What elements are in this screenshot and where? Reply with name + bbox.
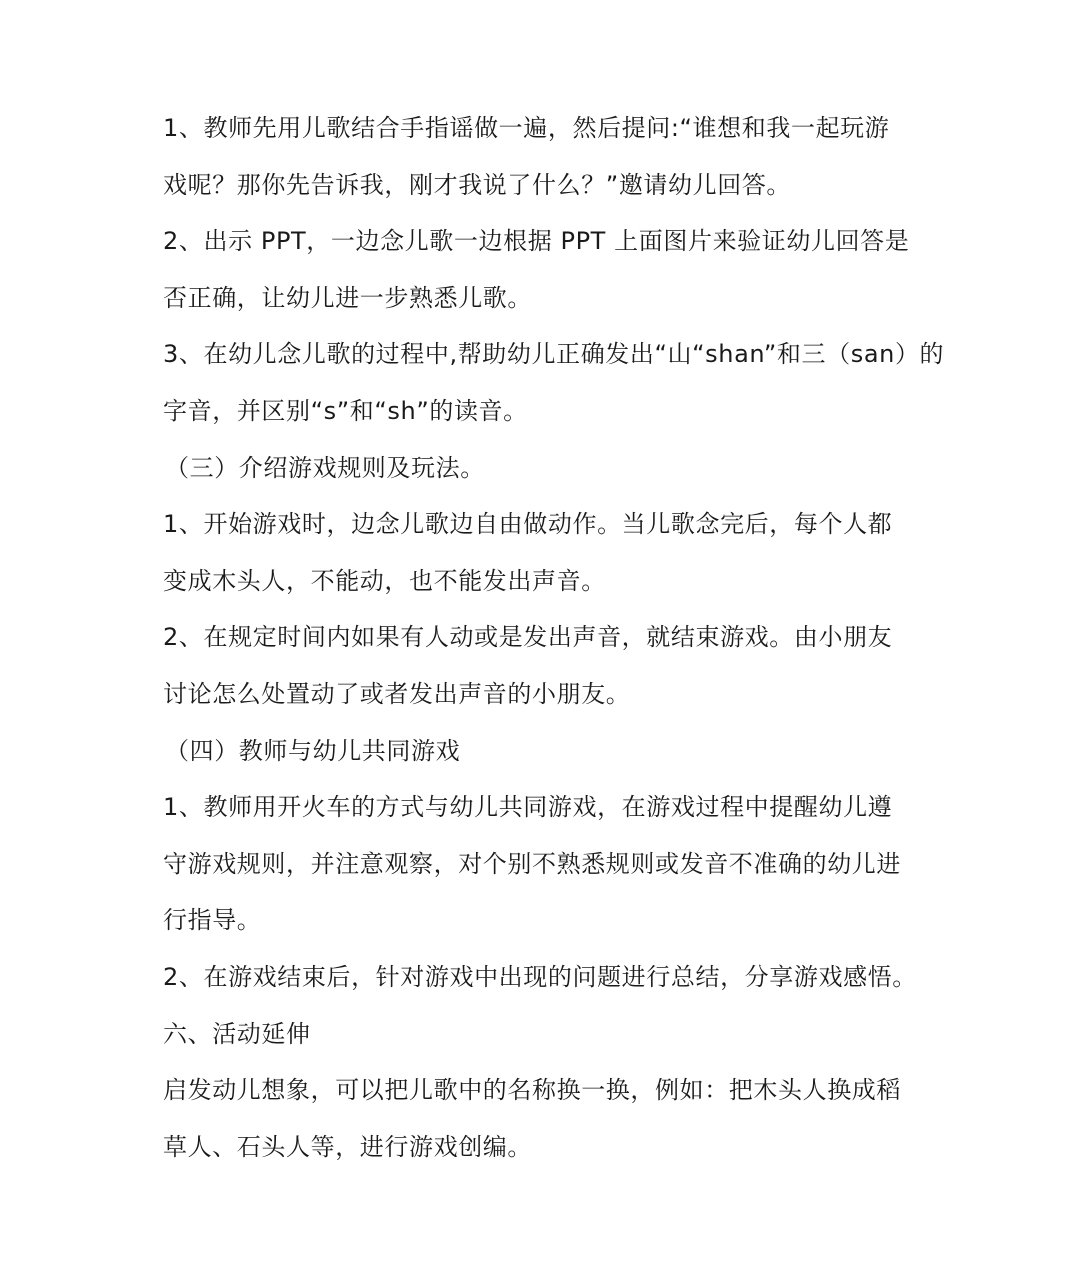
extension-line-1: 启发动儿想象，可以把儿歌中的名称换一换，例如：把木头人换成稻	[163, 1076, 901, 1105]
document-page	[163, 100, 945, 1175]
step-3-line-2: 字音，并区别“s”和“sh”的读音。	[163, 396, 528, 425]
rule-1-line-2: 变成木头人，不能动，也不能发出声音。	[163, 566, 606, 595]
step-1-line-1: 1、教师先用儿歌结合手指谣做一遍，然后提问:“谁想和我一起玩游	[163, 114, 890, 142]
section-three-heading: （三）介绍游戏规则及玩法。	[165, 453, 485, 482]
play-2-line-1: 2、在游戏结束后，针对游戏中出现的问题进行总结，分享游戏感悟。	[163, 962, 917, 991]
play-1-line-2: 守游戏规则，并注意观察，对个别不熟悉规则或发音不准确的幼儿进	[163, 849, 901, 878]
rule-2-line-1: 2、在规定时间内如果有人动或是发出声音，就结束游戏。由小朋友	[163, 623, 893, 652]
extension-line-2: 草人、石头人等，进行游戏创编。	[163, 1132, 532, 1161]
step-3-line-1: 3、在幼儿念儿歌的过程中,帮助幼儿正确发出“山“shan”和三（san）的	[163, 340, 945, 369]
section-six-heading: 六、活动延伸	[163, 1019, 311, 1048]
step-2-line-2: 否正确，让幼儿进一步熟悉儿歌。	[163, 283, 532, 312]
step-1-line-2: 戏呢？那你先告诉我，刚才我说了什么？”邀请幼儿回答。	[163, 170, 792, 199]
play-1-line-3: 行指导。	[163, 906, 262, 935]
play-1-line-1: 1、教师用开火车的方式与幼儿共同游戏，在游戏过程中提醒幼儿遵	[163, 793, 893, 822]
rule-1-line-1: 1、开始游戏时，边念儿歌边自由做动作。当儿歌念完后，每个人都	[163, 510, 893, 539]
section-four-heading: （四）教师与幼儿共同游戏	[165, 736, 461, 765]
rule-2-line-2: 讨论怎么处置动了或者发出声音的小朋友。	[163, 679, 631, 708]
step-2-line-1: 2、出示 PPT，一边念儿歌一边根据 PPT 上面图片来验证幼儿回答是	[163, 227, 910, 256]
